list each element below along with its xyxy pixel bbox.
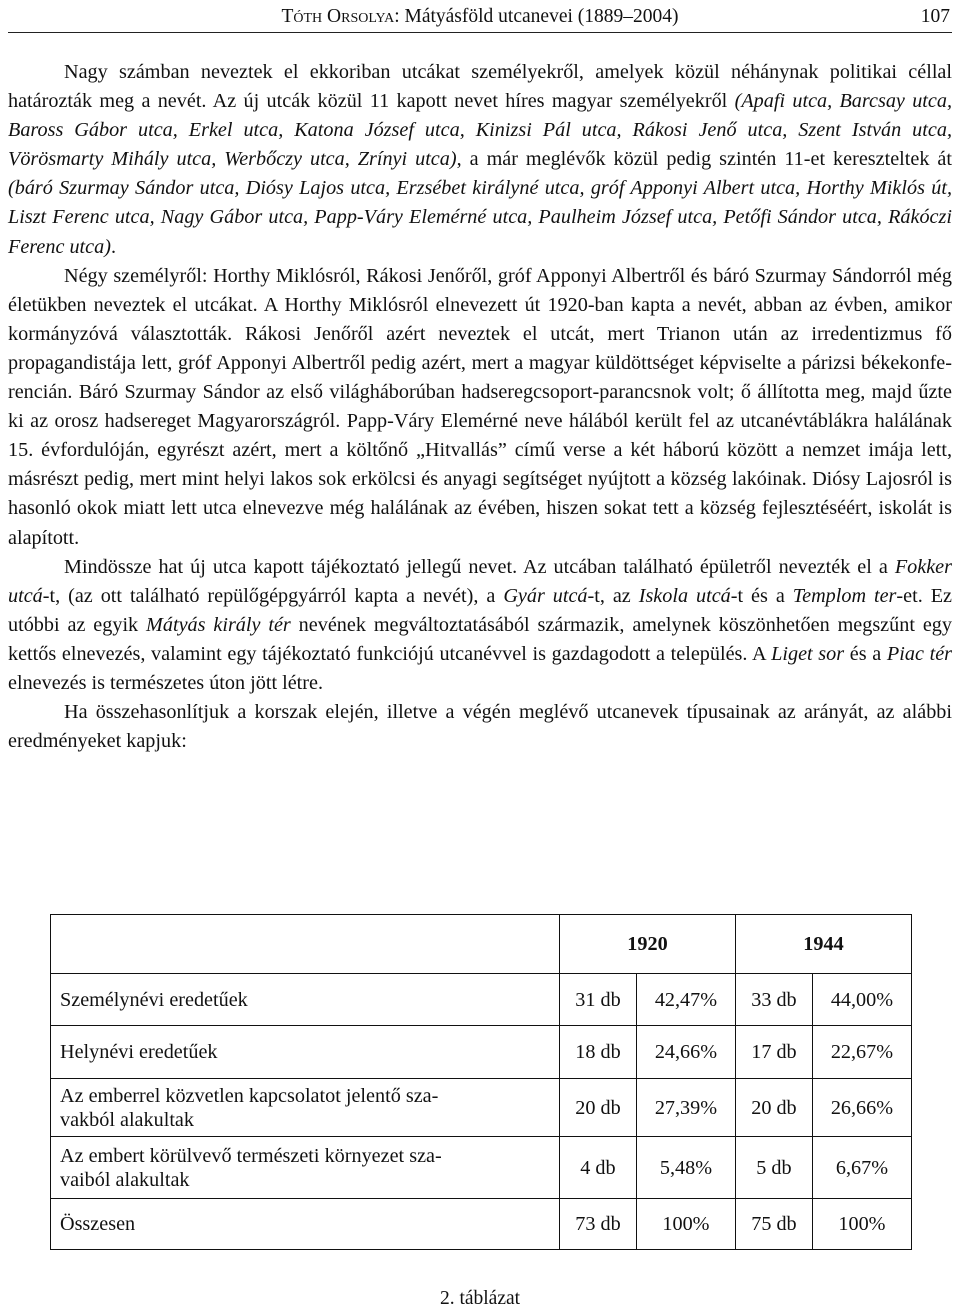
row-label: Személynévi eredetűek [51, 974, 560, 1026]
text-run: -t, (az ott található repülőgépgyárról kapta a nevét), a [42, 584, 504, 607]
percent-1944: 44,00% [812, 974, 911, 1026]
count-1944: 5 db [735, 1137, 812, 1199]
percent-1944: 6,67% [812, 1137, 911, 1199]
italic-street-name: Iskola utcá [638, 584, 731, 607]
header-article-title: : Mátyásföld utcanevei (1889–2004) [394, 6, 679, 27]
italic-street-name: (Apafi utca, Barcsay utca, Baross Gábor utca, Erkel utca, Katona József utca, Kinizsi Pál utca, Rákosi Jenő utca, Szent István utca, Vörösmarty Mihály utca, Werbőczy utca, Zrínyi utca) [8, 90, 952, 171]
text-run: nevének megváltoztatásából származik, amelynek köszönhetően megszűnt egy kettős elnevezés, valamint egy tájékoztató funkciójú utcanévvel is gazdagodott a település. A [8, 613, 952, 665]
row-label: Összesen [51, 1199, 560, 1250]
paragraph-2 [8, 262, 952, 553]
count-1920: 4 db [560, 1137, 637, 1199]
paragraph-4 [8, 698, 952, 756]
text-run: -t és a [730, 584, 793, 607]
count-1944: 17 db [735, 1026, 812, 1079]
text-run: Ha összehasonlítjuk a korszak elején, illetve a végén meglévő utcanevek típusainak az arányát, az alábbi eredményeket kapjuk: [8, 701, 952, 753]
italic-street-name: Gyár utcá [503, 584, 588, 607]
table-header-1920: 1920 [560, 915, 736, 974]
italic-street-name: Templom ter [792, 584, 897, 607]
table-caption: 2. táblázat [439, 1288, 521, 1309]
author-rest-last: rsolya [341, 6, 395, 27]
table-row [51, 974, 912, 1026]
text-run: Nagy számban neveztek el ekkoriban utcákat személyekről, amelyek közül néhánynak politikai céllal határozták meg a nevét. Az új utcák közül 11 kapott nevet híres magyar személyekről [8, 61, 952, 113]
percent-1944: 26,66% [812, 1079, 911, 1137]
text-run: Mindössze hat új utca kapott tájékoztató jellegű nevet. Az utcában található épületről nevezték el a [64, 555, 895, 578]
percent-1920: 42,47% [636, 974, 735, 1026]
paragraph-3 [8, 553, 952, 698]
table-row [51, 1026, 912, 1079]
author-initial-first: T [281, 6, 294, 27]
text-run: -t, az [587, 584, 639, 607]
percent-1944: 100% [812, 1199, 911, 1250]
author-initial-last: O [327, 6, 342, 27]
count-1944: 20 db [735, 1079, 812, 1137]
count-1920: 20 db [560, 1079, 637, 1137]
italic-street-name: Mátyás király tér [146, 613, 291, 636]
italic-street-name: Liget sor [771, 642, 845, 665]
count-1920: 73 db [560, 1199, 637, 1250]
table-header-row [51, 915, 912, 974]
text-run: -et. Ez utóbbi az egyik [8, 584, 952, 636]
table-header-1944: 1944 [735, 915, 911, 974]
author-rest-first: óth [293, 6, 323, 27]
table-row [51, 1137, 912, 1199]
table-row [51, 1079, 912, 1137]
count-1920: 18 db [560, 1026, 637, 1079]
body-text [8, 58, 952, 756]
italic-street-name: (báró Szurmay Sándor utca, Diósy Lajos utca, Erzsébet királyné utca, gróf Apponyi Albert utca, Horthy Miklós út, Liszt Ferenc utca, Nagy Gábor utca, Papp-Váry Elemérné utca, Paulheim József utca, Petőfi Sándor utca, Rákóczi Ferenc utca) [8, 177, 952, 258]
street-name-types-table [50, 914, 912, 1250]
row-label: Helynévi eredetűek [51, 1026, 560, 1079]
text-run: , a már meglévők közül pedig szintén 11-et kereszteltek át [456, 148, 952, 171]
italic-street-name: Piac tér [886, 642, 953, 665]
count-1920: 31 db [560, 974, 637, 1026]
row-label: Az embert körülvevő természeti környezet sza- vaiból alakultak [51, 1137, 560, 1199]
percent-1920: 27,39% [636, 1079, 735, 1137]
percent-1920: 100% [636, 1199, 735, 1250]
text-run: Négy személyről: Horthy Miklósról, Rákosi Jenőről, gróf Apponyi Albertről és báró Szurmay Sándorról még életükben neveztek el utcákat. A Horthy Miklósról elnevezett út 1920-ban kapta a nevét, abban az évben, amikor kormányzóvá választották. Rákosi Jenőről azért neveztek el utcát, mert Trianon után az irredentizmus fő propagandistája lett, gróf Apponyi Albertről pedig azért, mert a magyar küldöttséget képviselte a párizsi békekonferencián. Báró Szurmay Sándor az első világháborúban hadseregcsoport-parancsnok volt; ő állította meg, majd űzte ki az orosz hadsereget Magyarországról. Papp-Váry Elemérné neve hálából került fel az utcanévtáblákra halálának 15. évfordulóján, egyrészt azért, mert a költőnő „Hitvallás” című verse a két háború között a nemzet imája lett, másrészt pedig, mert mint helyi lakos sok erkölcsi és anyagi segítséget nyújtott a község lakóinak. Diósy Lajosról is hasonló okok miatt lett utca elnevezve még halálának az évében, hiszen sokat tett a község fejlesztéséért, iskolát is alapított. [8, 264, 952, 549]
percent-1920: 5,48% [636, 1137, 735, 1199]
running-header [8, 4, 952, 33]
page-number: 107 [920, 6, 950, 27]
text-run: . [110, 235, 116, 258]
text-run: elnevezés is természetes úton jött létre. [8, 671, 324, 694]
percent-1944: 22,67% [812, 1026, 911, 1079]
table-row-total [51, 1199, 912, 1250]
text-run: és a [844, 642, 887, 665]
paragraph-1 [8, 58, 952, 262]
count-1944: 33 db [735, 974, 812, 1026]
count-1944: 75 db [735, 1199, 812, 1250]
italic-street-name: Fokker utcá [8, 555, 952, 607]
percent-1920: 24,66% [636, 1026, 735, 1079]
table-header-empty [51, 915, 560, 974]
row-label: Az emberrel közvetlen kapcsolatot jelentő sza- vakból alakultak [51, 1079, 560, 1137]
header-title [8, 4, 952, 30]
